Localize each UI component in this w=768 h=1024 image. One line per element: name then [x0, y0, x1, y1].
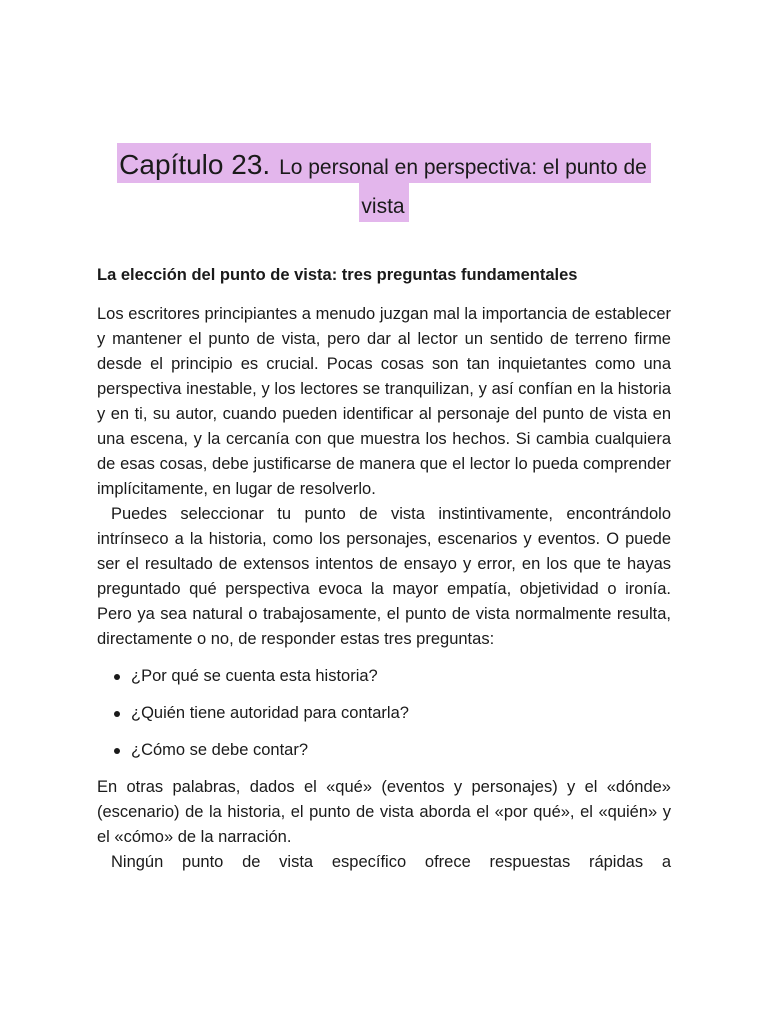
body-paragraph-1: Los escritores principiantes a menudo juzgan mal la importancia de establecer y mantener el punto de vista, pero dar al lector un sentido de terreno firme desde el principio es crucial. Pocas cosas son tan inquietantes como una perspectiva inestable, y los lectores se tranquilizan, y así confían en la historia y en ti, su autor, cuando pueden identificar al personaje del punto de vista en una escena, y la cercanía con que muestra los hechos. Si cambia cualquiera de esas cosas, debe justificarse de manera que el lector lo pueda comprender implícitamente, en lugar de resolverlo. — [97, 305, 671, 498]
question-text: ¿Quién tiene autoridad para contarla? — [131, 704, 409, 722]
document-page — [97, 146, 671, 875]
list-item — [131, 664, 671, 689]
list-item — [131, 701, 671, 726]
body-paragraph-3: En otras palabras, dados el «qué» (eventos y personajes) y el «dónde» (escenario) de la historia, el punto de vista aborda el «por qué», el «quién» y el «cómo» de la narración. — [97, 778, 671, 846]
questions-list — [97, 664, 671, 763]
chapter-title-highlight — [117, 143, 651, 222]
chapter-number: Capítulo 23. — [119, 149, 271, 180]
bullet-icon — [114, 711, 120, 717]
question-text: ¿Por qué se cuenta esta historia? — [131, 667, 378, 685]
chapter-subtitle: Lo personal en perspectiva: el punto de vista — [279, 156, 647, 218]
bullet-icon — [114, 748, 120, 754]
bullet-icon — [114, 674, 120, 680]
body-paragraph-4: Ningún punto de vista específico ofrece respuestas rápidas a — [111, 853, 671, 871]
list-item — [131, 738, 671, 763]
section-heading: La elección del punto de vista: tres preguntas fundamentales — [97, 266, 578, 284]
chapter-title — [97, 146, 671, 224]
body-paragraph-2: Puedes seleccionar tu punto de vista instintivamente, encontrándolo intrínseco a la historia, como los personajes, escenarios y eventos. O puede ser el resultado de extensos intentos de ensayo y error, en los que te hayas preguntado qué perspectiva evoca la mayor empatía, objetividad o ironía. Pero ya sea natural o trabajosamente, el punto de vista normalmente resulta, directamente o no, de responder estas tres preguntas: — [97, 505, 671, 648]
question-text: ¿Cómo se debe contar? — [131, 741, 309, 759]
